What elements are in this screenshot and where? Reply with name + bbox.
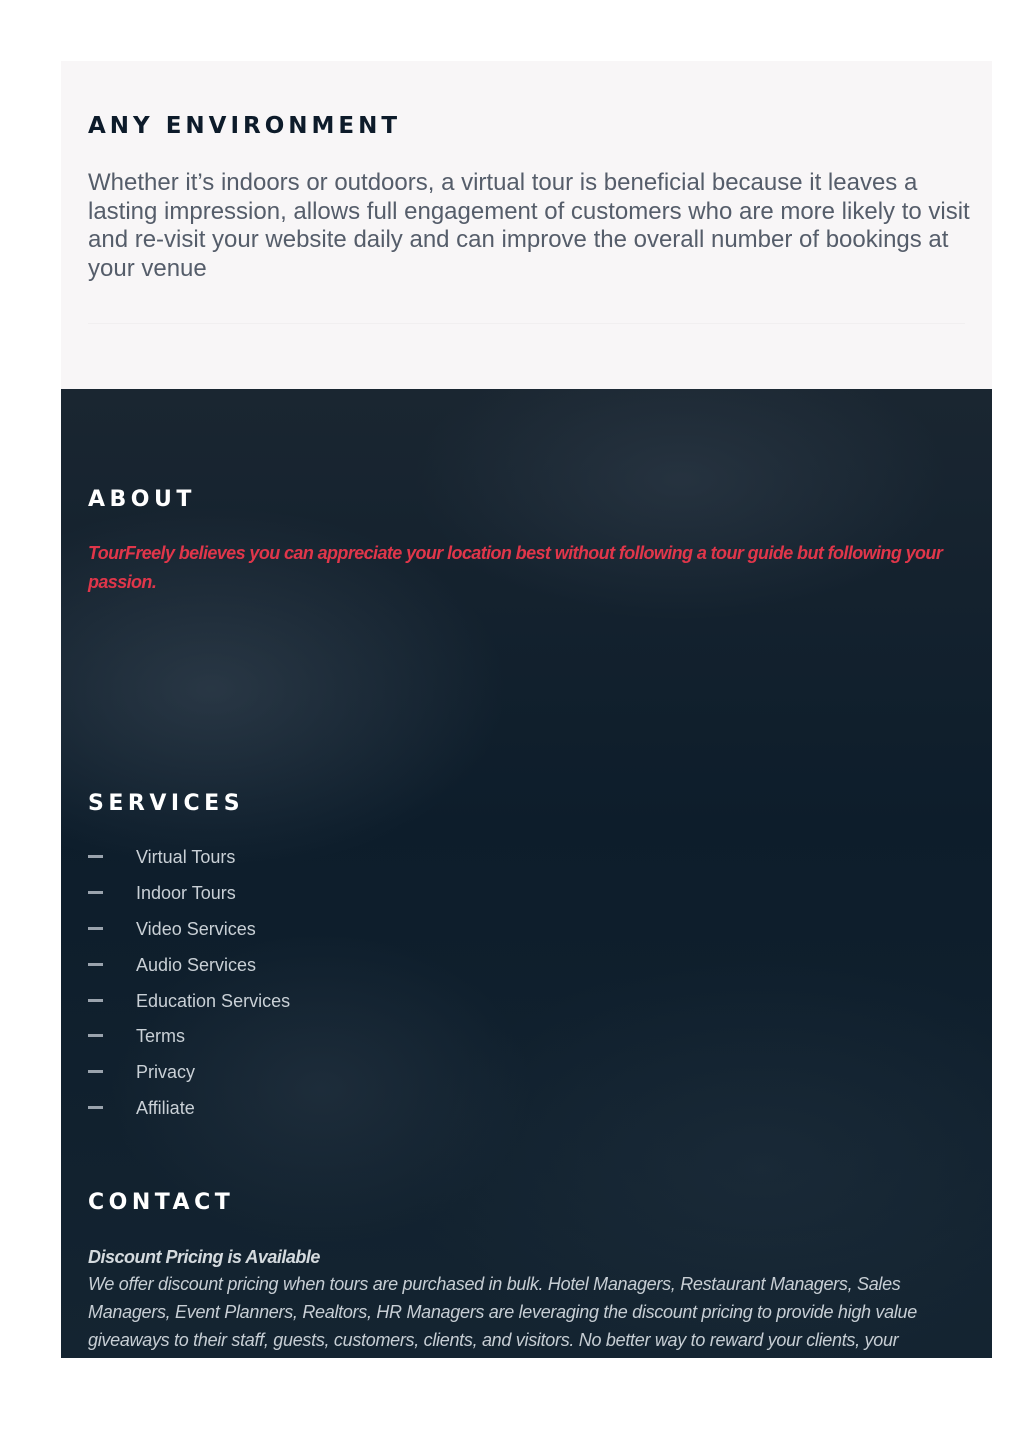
services-heading: SERVICES — [88, 791, 245, 816]
dash-icon — [88, 855, 103, 858]
list-item — [88, 988, 290, 1024]
service-link-video-services[interactable]: Video Services — [136, 918, 256, 939]
list-item — [88, 916, 290, 952]
list-item — [88, 880, 290, 916]
any-environment-heading: ANY ENVIRONMENT — [88, 113, 402, 139]
list-item — [88, 1095, 290, 1131]
dash-icon — [88, 891, 103, 894]
footer-section — [61, 389, 992, 1358]
service-link-privacy[interactable]: Privacy — [136, 1062, 196, 1083]
contact-text: We offer discount pricing when tours are purchased in bulk. Hotel Managers, Restaurant Managers, Sales Managers, Event Planners, Realtors, HR Managers are leveraging the discount pricing to provide high value giveaways to their staff, guests, customers, clients, and visitors. No better way to reward your clients, your — [88, 1274, 917, 1350]
service-link-education-services[interactable]: Education Services — [136, 990, 291, 1011]
any-environment-description: Whether it’s indoors or outdoors, a virtual tour is beneficial because it leaves a lasting impression, allows full engagement of customers who are more likely to visit and re-visit your website daily and can improve the overall number of bookings at your venue — [88, 169, 970, 282]
dash-icon — [88, 963, 103, 966]
list-item — [88, 1059, 290, 1095]
any-environment-section — [61, 61, 992, 389]
section-divider — [88, 323, 965, 324]
dash-icon — [88, 927, 103, 930]
list-item — [88, 844, 290, 880]
service-link-virtual-tours[interactable]: Virtual Tours — [136, 847, 236, 867]
contact-subtitle: Discount Pricing is Available — [88, 1247, 320, 1267]
dash-icon — [88, 1034, 103, 1037]
dash-icon — [88, 1106, 103, 1109]
dash-icon — [88, 999, 103, 1002]
about-heading: ABOUT — [88, 487, 196, 512]
list-item — [88, 1023, 290, 1059]
service-link-affiliate[interactable]: Affiliate — [136, 1098, 195, 1119]
service-link-indoor-tours[interactable]: Indoor Tours — [136, 882, 236, 903]
services-list — [88, 844, 290, 1131]
contact-heading: CONTACT — [88, 1190, 235, 1215]
about-text: TourFreely believes you can appreciate your location best without following a tour guide but following your passion. — [88, 543, 943, 592]
service-link-audio-services[interactable]: Audio Services — [136, 954, 257, 975]
list-item — [88, 952, 290, 988]
dash-icon — [88, 1070, 103, 1073]
service-link-terms[interactable]: Terms — [136, 1026, 185, 1047]
